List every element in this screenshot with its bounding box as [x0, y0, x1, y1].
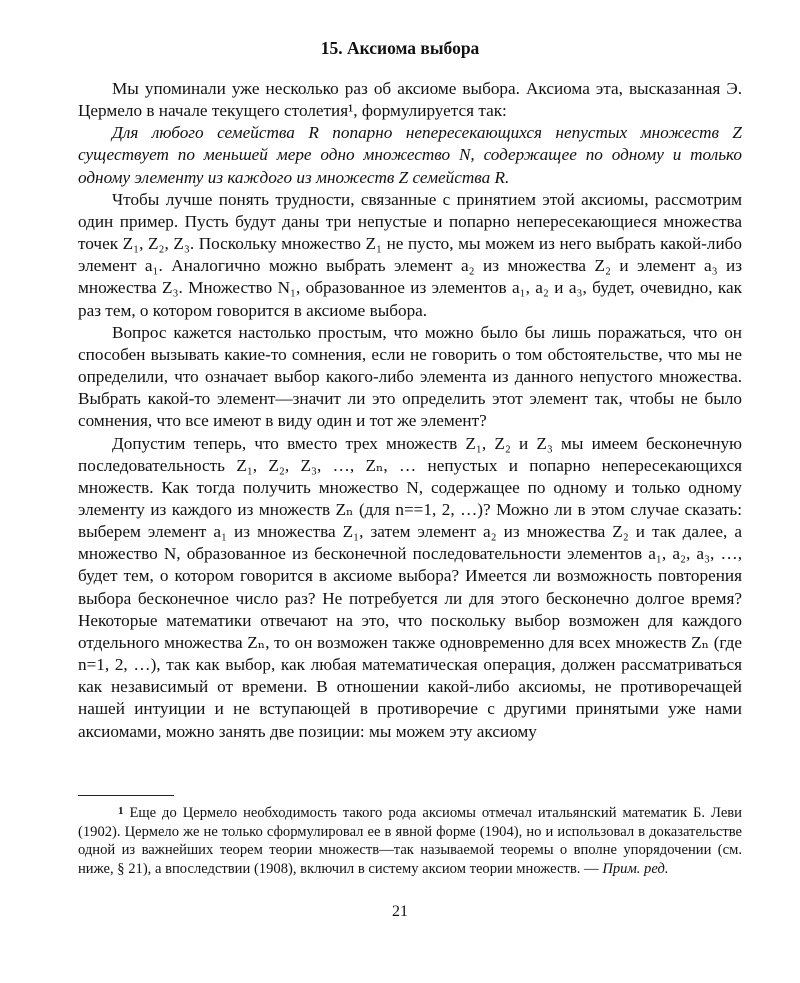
axiom-statement: Для любого семейства R попарно непересекающихся непустых множеств Z существует по меньшей мере одно множество N, содержащее по одному и только одному элементу из каждого из множеств Z семейства R.: [78, 123, 742, 187]
footnote-text: Еще до Цермело необходимость такого рода аксиомы отмечал итальянский математик Б. Леви (1902). Цермело же не только сформулировал ее в явной форме (1904), но и использовал в доказательстве одной из важнейших теорем теории множеств—так называемой теоремы о вполне упорядочении (см. ниже, § 21), а впоследствии (1908), включил в систему аксиом теории множеств. —: [78, 805, 742, 877]
footnote-marker: 1: [118, 805, 124, 817]
footnote-signature: Прим. ред.: [602, 860, 669, 877]
paragraph-infinite: Допустим теперь, что вместо трех множеств Z₁, Z₂ и Z₃ мы имеем бесконечную последовательность Z₁, Z₂, Z₃, …, Zₙ, … непустых и попарно непересекающихся множеств. Как тогда получить множество N, содержащее по одному и только одному элементу из каждого из множеств Zₙ (для n==1, 2, …)? Можно ли в этом случае сказать: выберем элемент a₁ из множества Z₁, затем элемент a₂ из множества Z₂ и так далее, а множество N, образованное из бесконечной последовательности элементов a₁, a₂, a₃, …, будет тем, о котором говорится в аксиоме выбора? Имеется ли возможность повторения выбора бесконечное число раз? Не потребуется ли для этого бесконечно долгое время? Некоторые математики отвечают на это, что поскольку выбор возможен для каждого отдельного множества Zₙ, то он возможен также одновременно для всех множеств Zₙ (где n=1, 2, …), так как выбор, как любая математическая операция, должен рассматриваться как независимый от времени. В отношении какой-либо аксиомы, не противоречащей нашей интуиции и не вступающей в противоречие с другими принятыми уже нами аксиомами, можно занять две позиции: мы можем эту аксиому: [78, 433, 742, 741]
main-text: [78, 78, 742, 743]
paragraph-intro: Мы упоминали уже несколько раз об аксиоме выбора. Аксиома эта, высказанная Э. Цермело в начале текущего столетия¹, формулируется так:: [78, 79, 742, 121]
paragraph-example: Чтобы лучше понять трудности, связанные с принятием этой аксиомы, рассмотрим один пример. Пусть будут даны три непустые и попарно непересекающиеся множества точек Z₁, Z₂, Z₃. Поскольку множество Z₁ не пусто, мы можем из него выбрать какой-либо элемент a₁. Аналогично можно выбрать элемент a₂ из множества Z₂ и элемент a₃ из множества Z₃. Множество N₁, образованное из элементов a₁, a₂ и a₃, будет, очевидно, как раз тем, о котором говорится в аксиоме выбора.: [78, 189, 742, 320]
paragraph-question: Вопрос кажется настолько простым, что можно было бы лишь поражаться, что он способен вызывать какие-то сомнения, если не говорить о том обстоятельстве, что мы не определили, что означает выбор какого-либо элемента из данного непустого множества. Выбрать какой-то элемент—значит ли это определить этот элемент так, чтобы не было сомнения, что все имеют в виду один и тот же элемент?: [78, 322, 742, 431]
page-number: 21: [392, 903, 408, 920]
footnote: [78, 802, 742, 878]
footnote-divider: [78, 795, 174, 796]
section-title: 15. Аксиома выбора: [320, 38, 480, 58]
footnote-paragraph: [78, 802, 742, 878]
